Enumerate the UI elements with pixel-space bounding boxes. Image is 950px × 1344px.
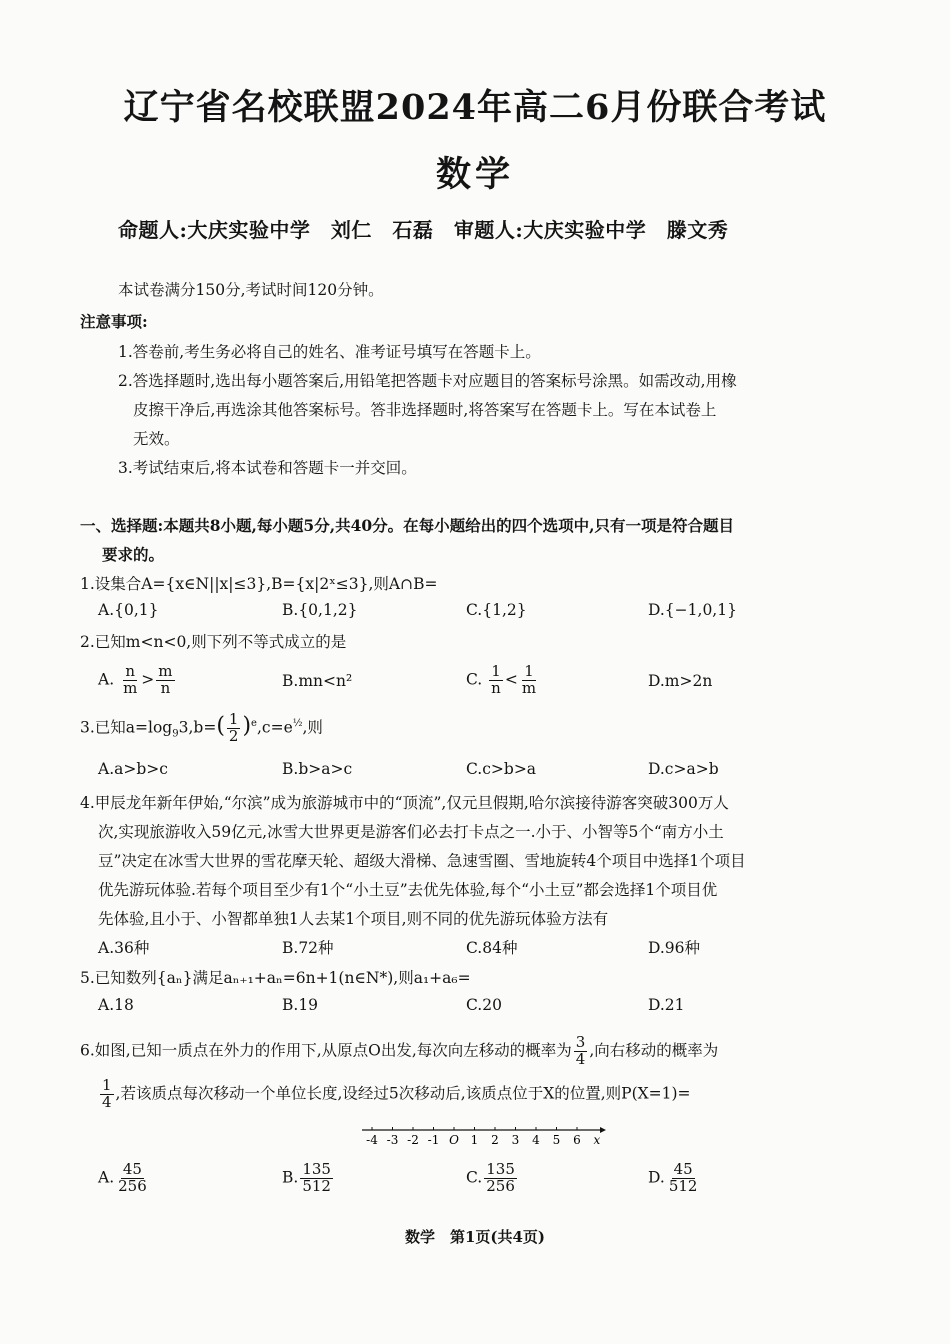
question-5-option-c: C.20	[466, 996, 502, 1014]
exam-title: 辽宁省名校联盟2024年高二6月份联合考试	[123, 87, 827, 128]
axis-tick-label: 4	[532, 1133, 540, 1147]
axis-tick-label: O	[449, 1133, 459, 1147]
axis-tick-label: -4	[366, 1133, 378, 1147]
axis-tick-label: -1	[427, 1133, 440, 1147]
fraction: $\frac{45}{256}$	[118, 1160, 147, 1195]
notice-heading: 注意事项:	[80, 312, 148, 331]
question-3-option-a: A.a>b>c	[98, 760, 168, 778]
axis-tick-label: 5	[552, 1133, 561, 1147]
fraction: $\frac{1}{4}$	[102, 1076, 112, 1111]
question-3-stem: 3.已知$a=\log_93,b=$( $\frac{1}{2}$ )$^e,c=e^{\frac{1}{2}}$,则	[80, 710, 323, 745]
exam-intro: 本试卷满分150分,考试时间120分钟。	[118, 281, 384, 299]
question-4-line-5: 先体验,且小于、小智都单独1人去某1个项目,则不同的优先游玩体验方法有	[98, 910, 609, 928]
fraction: $\frac{1}{n}$	[491, 662, 501, 697]
question-6-option-b: B. $\frac{135}{512}$	[282, 1160, 331, 1195]
question-5-option-a: A.18	[98, 996, 134, 1014]
question-4-option-c: C.84种	[466, 939, 518, 957]
axis-label: x	[593, 1133, 601, 1147]
axis-arrow-icon	[600, 1127, 606, 1133]
question-4-line-3: 豆”决定在冰雪大世界的雪花摩天轮、超级大滑梯、急速雪圈、雪地旋转4个项目中选择1个项目	[98, 852, 746, 870]
question-5-stem: 5.已知数列{aₙ}满足aₙ₊₁+aₙ=6n+1(n∈N*),则a₁+a₆=	[80, 969, 471, 987]
question-2-stem: 2.已知m<n<0,则下列不等式成立的是	[80, 633, 347, 651]
fraction: $\frac{1}{m}$	[521, 662, 537, 697]
question-4-option-b: B.72种	[282, 939, 334, 957]
question-2-option-d: D.m>2n	[648, 672, 713, 690]
question-4-option-d: D.96种	[648, 939, 701, 957]
question-1-option-c: C.{1,2}	[466, 601, 527, 619]
axis-tick-label: 3	[511, 1133, 520, 1147]
notice-item-3: 3.考试结束后,将本试卷和答题卡一并交回。	[118, 459, 417, 477]
number-line-figure	[360, 1126, 610, 1152]
subject-title: 数学	[435, 154, 514, 195]
axis-tick-label: -3	[386, 1133, 399, 1147]
question-6-line-2: $\frac{1}{4}$ ,若该质点每次移动一个单位长度,设经过5次移动后,该质点位于X的位置,则P(X=1)=	[102, 1076, 691, 1111]
question-6-option-a: A. $\frac{45}{256}$	[98, 1160, 147, 1195]
fraction: $\frac{m}{n}$	[158, 662, 173, 697]
question-1-option-a: A.{0,1}	[98, 601, 159, 619]
notice-item-2-line-1: 2.答选择题时,选出每小题答案后,用铅笔把答题卡对应题目的答案标号涂黑。如需改动,用橡	[118, 372, 737, 390]
axis-tick-label: 6	[573, 1133, 581, 1147]
question-4-option-a: A.36种	[98, 939, 150, 957]
notice-item-1: 1.答卷前,考生务必将自己的姓名、准考证号填写在答题卡上。	[118, 343, 541, 361]
fraction: $\frac{135}{256}$	[486, 1160, 515, 1195]
question-4-line-1: 4.甲辰龙年新年伊始,“尔滨”成为旅游城市中的“顶流”,仅元旦假期,哈尔滨接待游客突破300万人	[80, 794, 729, 812]
question-5-option-b: B.19	[282, 996, 319, 1014]
question-6-option-c: C. $\frac{135}{256}$	[466, 1160, 515, 1195]
fraction: $\frac{135}{512}$	[302, 1160, 331, 1195]
question-2-option-c: C. $\frac{1}{n}$ < $\frac{1}{m}$	[466, 662, 537, 697]
question-1-option-d: D.{−1,0,1}	[648, 601, 737, 619]
axis-tick-label: 1	[470, 1133, 479, 1147]
question-2-option-a: A. $\frac{n}{m}$ > $\frac{m}{n}$	[98, 662, 173, 697]
section-heading-line-1: 一、选择题:本题共8小题,每小题5分,共40分。在每小题给出的四个选项中,只有一项是符合题目	[80, 516, 735, 535]
fraction: $\frac{1}{2}$	[228, 710, 239, 745]
question-6-line-1: 6.如图,已知一质点在外力的作用下,从原点O出发,每次向左移动的概率为 $\frac{3}{4}$ ,向右移动的概率为	[80, 1033, 719, 1068]
page-footer: 数学 第1页(共4页)	[404, 1228, 546, 1246]
question-2-option-b: B.mn<n²	[282, 672, 353, 690]
question-1-stem: 1.设集合A={x∈N||x|≤3},B={x|2ˣ≤3},则A∩B=	[80, 575, 438, 593]
notice-item-2-line-3: 无效。	[133, 430, 180, 448]
question-3-option-d: D.c>a>b	[648, 760, 719, 778]
question-5-option-d: D.21	[648, 996, 685, 1014]
question-1-option-b: B.{0,1,2}	[282, 601, 358, 619]
axis-tick-label: -2	[407, 1133, 419, 1147]
fraction: $\frac{n}{m}$	[123, 662, 138, 697]
question-6-option-d: D. $\frac{45}{512}$	[648, 1160, 698, 1195]
fraction: $\frac{45}{512}$	[668, 1160, 698, 1195]
question-4-line-4: 优先游玩体验.若每个项目至少有1个“小土豆”去优先体验,每个“小土豆”都会选择1个项目优	[98, 881, 718, 899]
question-3-option-c: C.c>b>a	[466, 760, 537, 778]
fraction: $\frac{3}{4}$	[575, 1033, 586, 1068]
notice-item-2-line-2: 皮擦干净后,再选涂其他答案标号。答非选择题时,将答案写在答题卡上。写在本试卷上	[133, 401, 717, 419]
section-heading-line-2: 要求的。	[102, 545, 165, 564]
authors-line: 命题人:大庆实验中学 刘仁 石磊 审题人:大庆实验中学 滕文秀	[118, 218, 729, 242]
question-3-option-b: B.b>a>c	[282, 760, 353, 778]
question-4-line-2: 次,实现旅游收入59亿元,冰雪大世界更是游客们必去打卡点之一.小于、小智等5个“南方小土	[98, 823, 724, 841]
axis-tick-label: 2	[491, 1133, 499, 1147]
